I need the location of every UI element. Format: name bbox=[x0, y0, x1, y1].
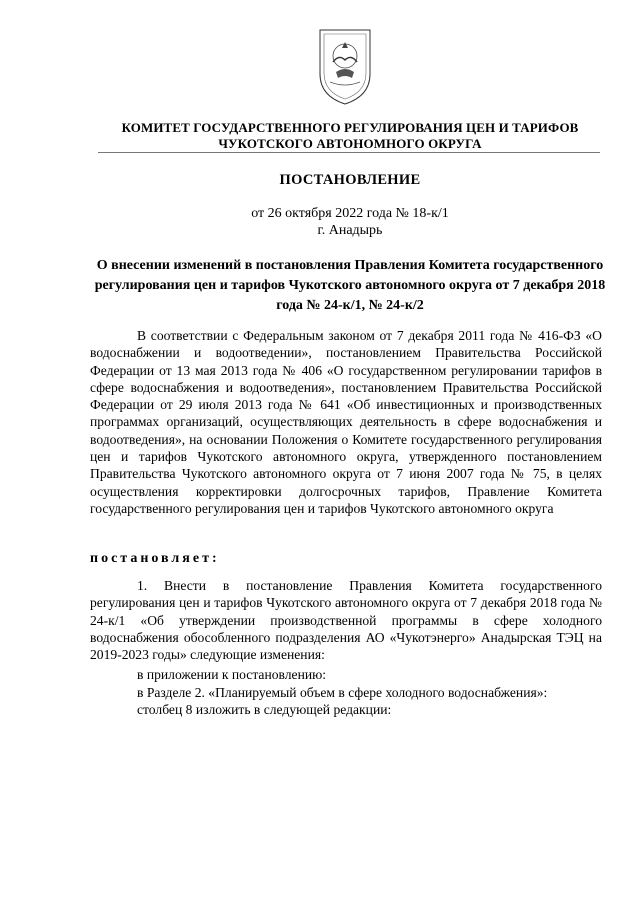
preamble-paragraph: В соответствии с Федеральным законом от 7 декабря 2011 года № 416-ФЗ «О водоснабжении и водоотведении», постановлением Правительства Российской Федерации от 13 мая 2013 года № 406 «О государственном регулировании тарифов в сфере водоснабжения и водоотведения», постановлением Правительства Российской Федерации от 29 июля 2013 года № 641 «Об инвестиционных и производственных программах организаций, осуществляющих деятельность в сфере водоснабжения и водоотведения», на основании Положения о Комитете государственного регулирования цен и тарифов Чукотского автономного округа, утвержденного постановлением Правительства Чукотского автономного округа от 7 июня 2007 года № 75, в целях осуществления корректировки долгосрочных тарифов, Правление Комитета государственного регулирования цен и тарифов Чукотского автономного округа bbox=[90, 328, 602, 516]
document-subject: О внесении изменений в постановления Правления Комитета государственного регулирования цен и тарифов Чукотского автономного округа от 7 декабря 2018 года № 24-к/1, № 24-к/2 bbox=[94, 258, 606, 313]
issuing-organization bbox=[90, 120, 610, 152]
item-1-paragraph: 1. Внести в постановление Правления Комитета государственного регулирования цен и тарифов Чукотского автономного округа от 7 декабря 2018 года № 24-к/1 «Об утверждении производственной программы в сфере холодного водоснабжения обособленного подразделения АО «Чукотэнерго» Анадырская ТЭЦ на 2019-2023 годы» следующие изменения: bbox=[90, 578, 602, 663]
place: г. Анадырь bbox=[317, 223, 383, 238]
column-line: столбец 8 изложить в следующей редакции: bbox=[137, 702, 392, 717]
section-line: в Разделе 2. «Планируемый объем в сфере холодного водоснабжения»: bbox=[137, 685, 548, 700]
appendix-line: в приложении к постановлению: bbox=[137, 667, 327, 682]
organization-name-line-1: КОМИТЕТ ГОСУДАРСТВЕННОГО РЕГУЛИРОВАНИЯ ЦЕН И ТАРИФОВ bbox=[121, 120, 579, 135]
date-and-number: от 26 октября 2022 года № 18-к/1 bbox=[251, 206, 449, 221]
document-meta bbox=[90, 205, 610, 239]
organization-name-line-2: ЧУКОТСКОГО АВТОНОМНОГО ОКРУГА bbox=[218, 136, 482, 151]
decree-word: постановляет: bbox=[90, 551, 220, 566]
header-divider bbox=[98, 152, 600, 153]
document-type: ПОСТАНОВЛЕНИЕ bbox=[279, 172, 421, 188]
coat-of-arms-icon bbox=[316, 26, 374, 106]
